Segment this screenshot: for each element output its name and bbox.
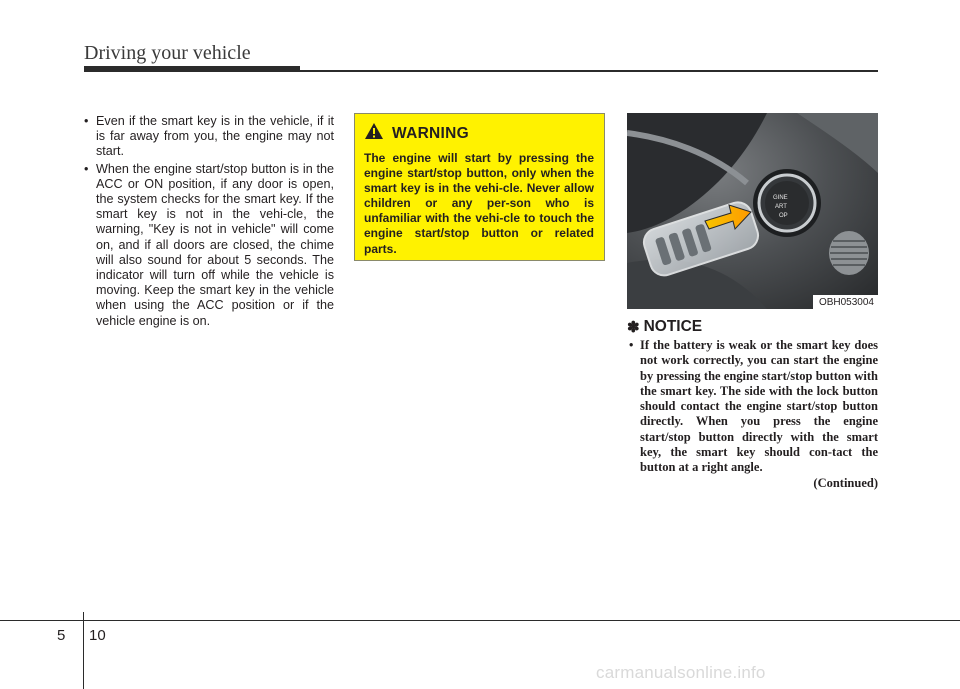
page-number: 10 bbox=[89, 627, 106, 644]
notice-title: NOTICE bbox=[643, 318, 703, 335]
watermark: carmanualsonline.info bbox=[596, 663, 766, 682]
notice-item: • If the battery is weak or the smart key does not work correctly, you can start the engine by pressing the engine start/stop button with the smart key. The side with the lock button should contact the engine start/stop button directly. When you press the engine start/stop button directly with the smart key, the smart key should con-tact the button at a right angle. bbox=[627, 338, 878, 476]
section-number: 5 bbox=[57, 627, 66, 644]
continued-label: (Continued) bbox=[813, 475, 878, 490]
footer-rule bbox=[0, 620, 960, 621]
bullet-item: • When the engine start/stop button is in the ACC or ON position, if any door is open, the system checks for the smart key. If the smart key is not in the vehi-cle, the warning, "Key is not in vehicle" will come on, and if all doors are closed, the chime will also sound for about 5 seconds. The indicator will turn off while the vehicle is moving. Keep the smart key in the vehicle when using the ACC position or if the vehicle engine is on. bbox=[84, 162, 334, 329]
button-text-line: OP bbox=[779, 213, 788, 219]
notice-section bbox=[627, 318, 878, 491]
button-text-line: GINE bbox=[773, 195, 788, 201]
footer-divider bbox=[83, 612, 84, 689]
photo-code-label: OBH053004 bbox=[813, 295, 878, 309]
bullet-item: • Even if the smart key is in the vehicle, if it is far away from you, the engine may not start. bbox=[84, 114, 334, 160]
button-text-line: ART bbox=[775, 204, 787, 210]
notice-header bbox=[627, 318, 878, 336]
smart-key-illustration bbox=[627, 113, 878, 309]
warning-text: The engine will start by pressing the engine start/stop button, only when the smart key is in the vehi-cle. Never allow children or any per-son who is unfamiliar with the vehi-cle to touch the engine start/stop button or related parts. bbox=[364, 151, 594, 256]
left-column bbox=[84, 114, 334, 331]
warning-title: WARNING bbox=[392, 124, 470, 142]
warning-header bbox=[364, 122, 594, 145]
page-header-title: Driving your vehicle bbox=[84, 42, 251, 64]
notice-asterisk-icon: ✽ bbox=[627, 319, 640, 336]
header-rule-thin bbox=[300, 70, 878, 72]
warning-triangle-icon bbox=[364, 122, 384, 145]
header-rule-thick bbox=[84, 66, 300, 72]
smart-key-photo bbox=[627, 113, 878, 309]
bullet-list bbox=[84, 114, 334, 329]
warning-box bbox=[354, 113, 605, 261]
